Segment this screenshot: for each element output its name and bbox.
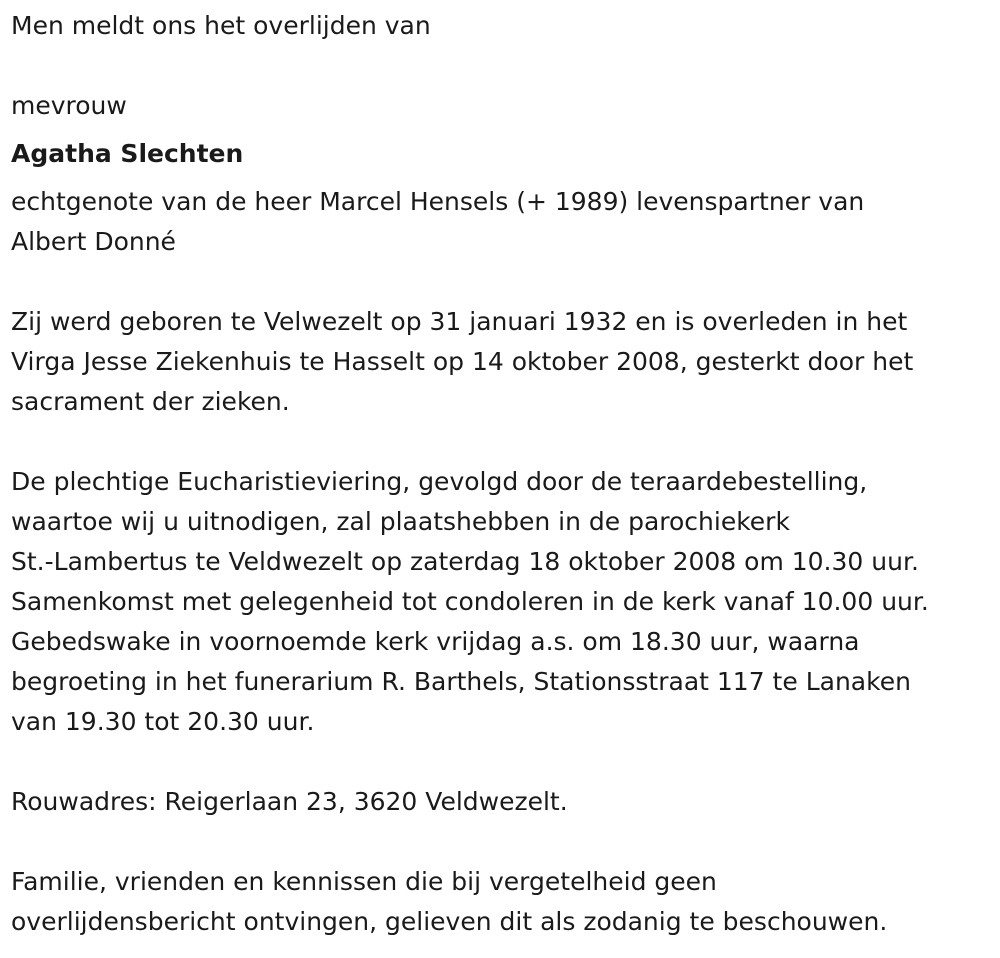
honorific: mevrouw (11, 91, 127, 120)
relation-paragraph (11, 182, 993, 262)
paragraph-gap (11, 822, 993, 862)
closing-paragraph (11, 862, 993, 942)
relation-line: echtgenote van de heer Marcel Hensels (+ 1989) levenspartner van (11, 187, 865, 216)
paragraph-gap (11, 46, 993, 86)
paragraph-gap (11, 422, 993, 462)
ceremony-paragraph (11, 462, 993, 742)
ceremony-line: Gebedswake in voornoemde kerk vrijdag a.s. om 18.30 uur, waarna (11, 627, 860, 656)
closing-line: Familie, vrienden en kennissen die bij vergetelheid geen (11, 867, 717, 896)
paragraph-gap (11, 742, 993, 782)
ceremony-line: begroeting in het funerarium R. Barthels, Stationsstraat 117 te Lanaken (11, 667, 911, 696)
paragraph-gap (11, 262, 993, 302)
obituary-notice (11, 6, 993, 942)
birth-death-line: Zij werd geboren te Velwezelt op 31 januari 1932 en is overleden in het (11, 307, 908, 336)
birth-death-line: sacrament der zieken. (11, 387, 290, 416)
intro-line: Men meldt ons het overlijden van (11, 11, 431, 40)
mourning-address: Rouwadres: Reigerlaan 23, 3620 Veldwezelt. (11, 787, 568, 816)
name-gap (11, 126, 993, 134)
deceased-name: Agatha Slechten (11, 139, 244, 168)
ceremony-line: van 19.30 tot 20.30 uur. (11, 707, 315, 736)
closing-line: overlijdensbericht ontvingen, gelieven dit als zodanig te beschouwen. (11, 907, 888, 936)
name-gap (11, 174, 993, 182)
birth-death-paragraph (11, 302, 993, 422)
relation-line: Albert Donné (11, 227, 176, 256)
ceremony-line: St.-Lambertus te Veldwezelt op zaterdag 18 oktober 2008 om 10.30 uur. (11, 547, 919, 576)
ceremony-line: waartoe wij u uitnodigen, zal plaatshebben in de parochiekerk (11, 507, 790, 536)
ceremony-line: De plechtige Eucharistieviering, gevolgd door de teraardebestelling, (11, 467, 868, 496)
ceremony-line: Samenkomst met gelegenheid tot condoleren in de kerk vanaf 10.00 uur. (11, 587, 929, 616)
birth-death-line: Virga Jesse Ziekenhuis te Hasselt op 14 oktober 2008, gesterkt door het (11, 347, 914, 376)
